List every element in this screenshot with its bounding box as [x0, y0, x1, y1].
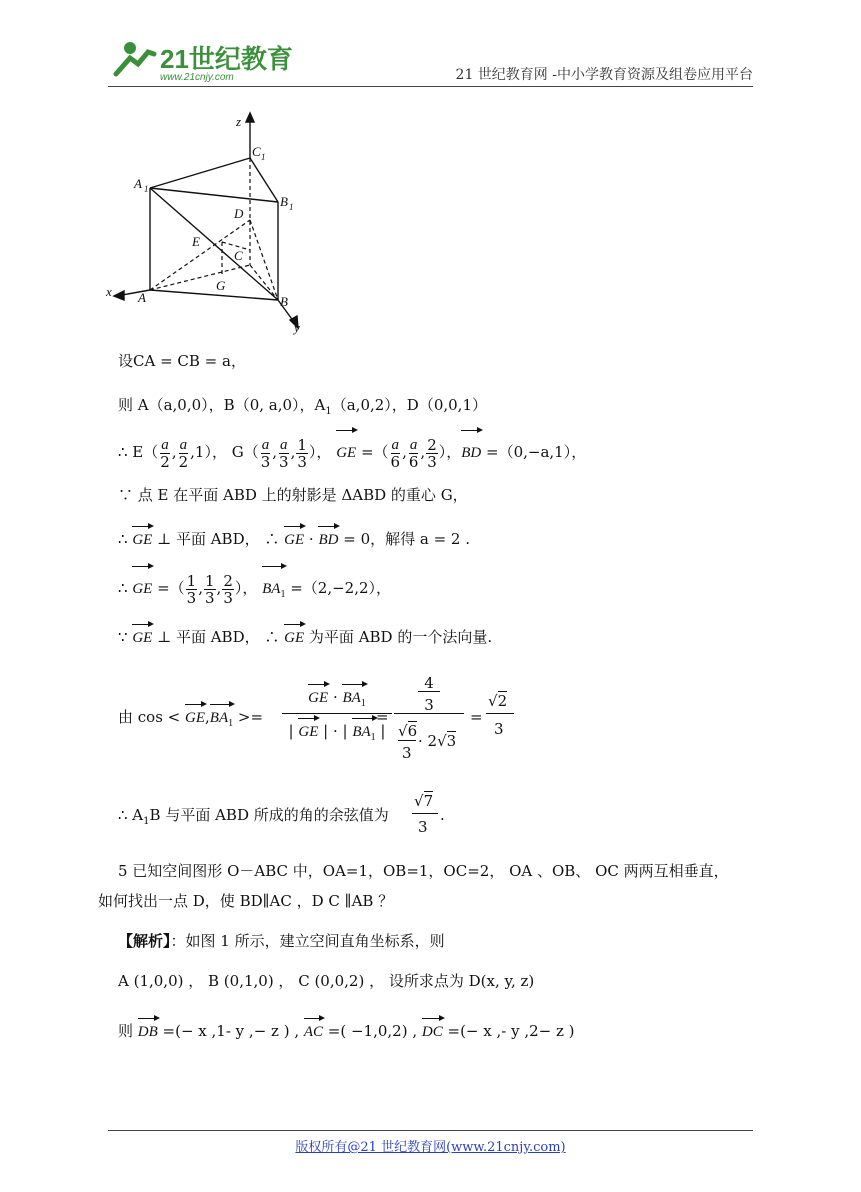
logo — [108, 30, 308, 84]
header-rule — [108, 86, 753, 87]
line-normal-vector: ∵ GE ⊥ 平面 ABD， ∴ GE 为平面 ABD 的一个法向量. — [118, 626, 492, 649]
svg-text:A: A — [134, 176, 142, 191]
line-perp-solve: ∴ GE ⊥ 平面 ABD， ∴ GE · BD = 0，解得 a = 2 . — [118, 528, 470, 551]
logo-text: 21世纪教育 — [160, 44, 293, 74]
svg-text:E: E — [192, 234, 200, 249]
coords-line: A (1,0,0) ， B (0,1,0) ， C (0,0,2) ， 设所求点为 D(x, y, z) — [118, 972, 535, 990]
svg-text:B: B — [280, 194, 288, 209]
svg-text:y: y — [294, 320, 300, 335]
svg-text:B: B — [280, 294, 288, 309]
question-5: 5 已知空间图形 O－ABC 中，OA=1，OB=1，OC=2， OA 、OB、 OC 两两互相垂直， 如何找出一点 D，使 BD∥AC ，D C ∥AB ？ — [98, 862, 729, 910]
analysis-line: 【解析】：如图 1 所示，建立空间直角坐标系，则 — [118, 932, 445, 950]
svg-text:C: C — [252, 144, 261, 159]
svg-text:G: G — [216, 278, 226, 293]
footer-copyright-link[interactable]: 版权所有@21 世纪教育网(www.21cnjy.com) — [295, 1140, 566, 1155]
vectors-line: 则 DB =(− x ,1- y ,− z ) , AC =( −1,0,2) , DC =(− x ,- y ,2− z ) — [118, 1020, 575, 1043]
svg-text:1: 1 — [261, 152, 266, 162]
svg-text:D: D — [234, 206, 244, 221]
prism-figure — [100, 110, 320, 340]
line-e-g-vectors: ∴ E（ $\frac{a}{2}$ , $\frac{a}{2}$ ,1）， G（ $\frac{a}{3}$ , $\frac{a}{3}$ , $\frac{1}{3}$ ）， GE =（ $\frac{a}{6}$ , $\frac{a}{6}$ , $\frac{2}{3}$ ），BD =（0,−a,1）， — [118, 432, 586, 473]
svg-text:1: 1 — [144, 184, 149, 194]
site-title: 21 世纪教育网 -中小学教育资源及组卷应用平台 — [455, 67, 753, 83]
svg-text:A: A — [138, 290, 146, 305]
svg-text:x: x — [106, 284, 112, 299]
svg-text:1: 1 — [289, 202, 294, 212]
svg-text:z: z — [236, 114, 242, 129]
logo-url: www.21cnjy.com — [160, 72, 234, 83]
footer-rule — [108, 1130, 753, 1131]
line-coords: 则 A（a,0,0），B（0, a,0），$A_1(a,0,2)$，D（0,0,1） — [118, 396, 487, 417]
line-set-ca-cb: 设CA = CB = a， — [118, 352, 246, 370]
line-projection: ∵ 点 E 在平面 ABD 上的射影是 ΔABD 的重心 G， — [118, 486, 468, 504]
line-ge-ba1: ∴ GE =（ $\frac{1}{3}$ , $\frac{1}{3}$ , $\frac{2}{3}$ ）， $BA_1 =(2,-2,2)$， — [118, 568, 391, 615]
svg-text:C: C — [234, 248, 243, 263]
